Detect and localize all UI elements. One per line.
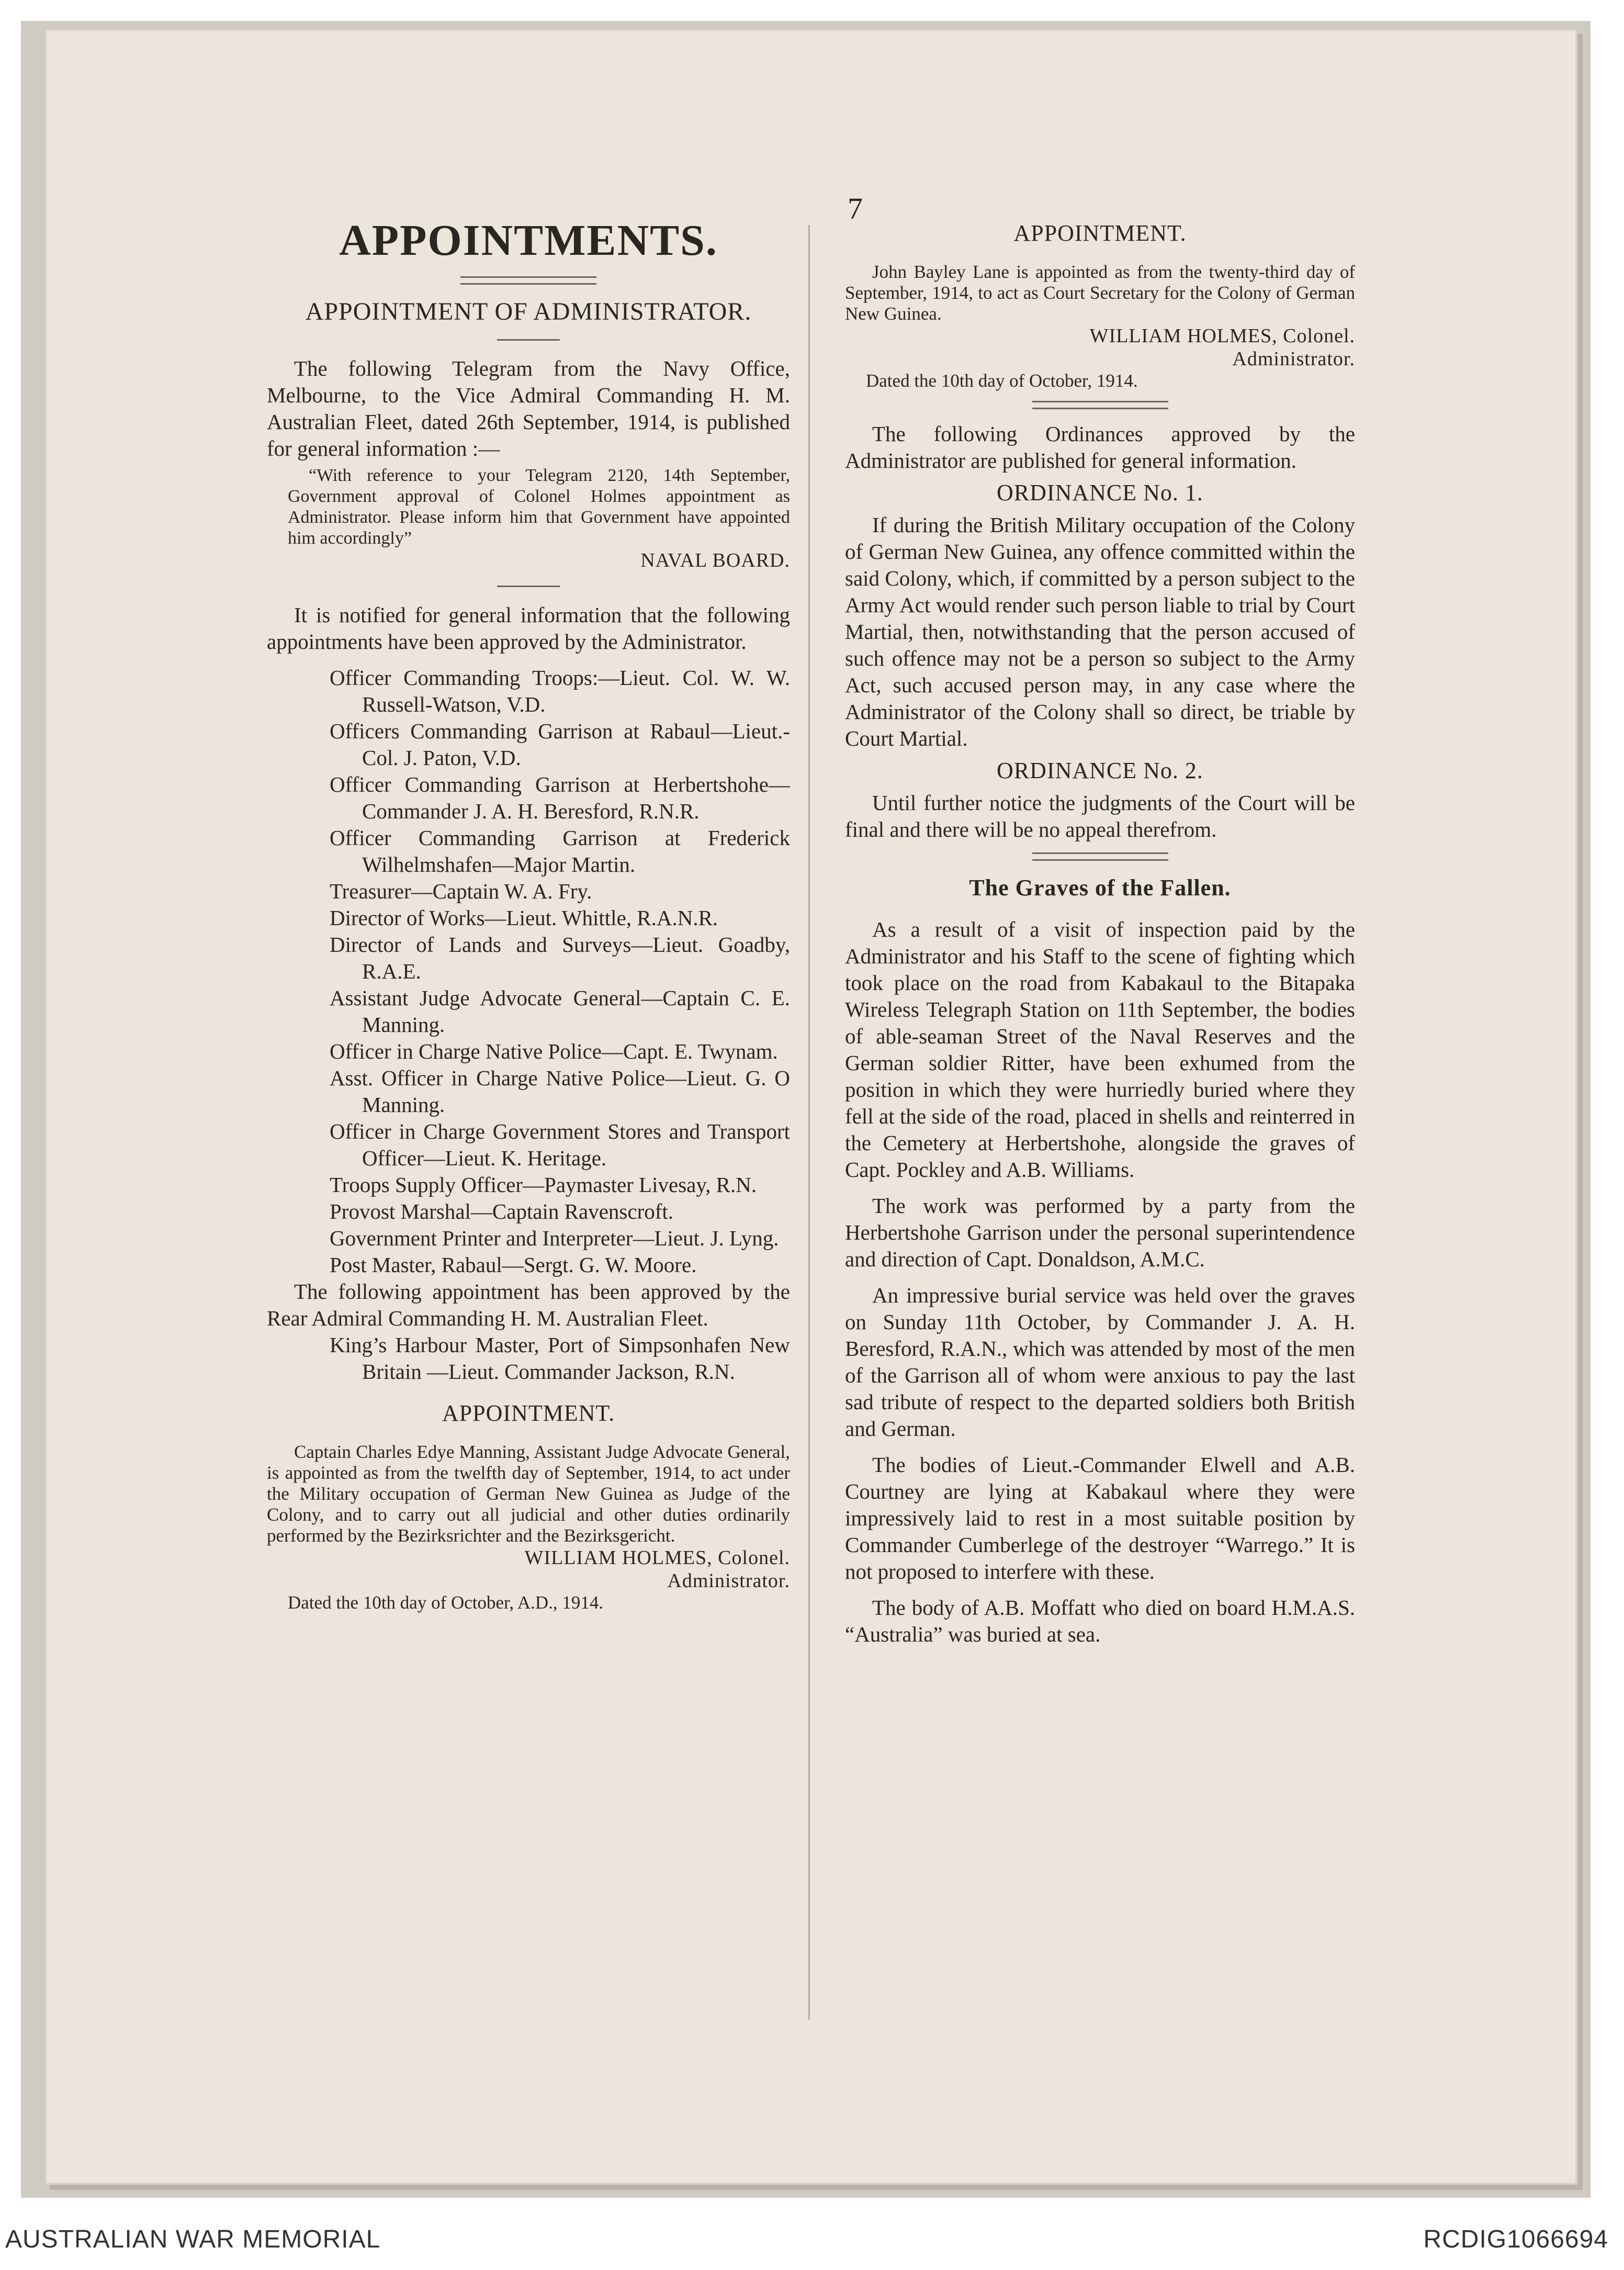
telegram-intro: The following Telegram from the Navy Office, Melbourne, to the Vice Admiral Commanding H. M. Australian Fleet, dated 26th September, 1914, is published for general information :— xyxy=(267,356,790,460)
appointment-item: Director of Lands and Surveys—Lieut. Goadby, R.A.E. xyxy=(330,932,790,983)
harbour-master-item: King’s Harbour Master, Port of Simpsonhafen New Britain —Lieut. Commander Jackson, R.N. xyxy=(330,1333,790,1384)
graves-paragraph: The bodies of Lieut.-Commander Elwell and A.B. Courtney are lying at Kabakaul where they were impressively laid to rest in a most suitable position by Commander Cumberlege of the destroyer “Warrego.” It is not proposed to interfere with these. xyxy=(845,1453,1355,1583)
graves-paragraph: An impressive burial service was held over the graves on Sunday 11th October, by Commander J. A. H. Beresford, R.A.N., which was attended by most of the men of the Garrison all of whom were anxious to pay the last sad tribute of respect to the departed soldiers both British and German. xyxy=(845,1283,1355,1441)
ordinance-2-heading: ORDINANCE No. 2. xyxy=(997,758,1203,783)
double-rule xyxy=(460,276,596,285)
manning-appointment-heading: APPOINTMENT. xyxy=(442,1400,615,1426)
holmes-signature-name: WILLIAM HOLMES, Colonel. xyxy=(1089,325,1355,347)
naval-board-signature: NAVAL BOARD. xyxy=(640,549,790,571)
appointment-item: Post Master, Rabaul—Sergt. G. W. Moore. xyxy=(330,1253,697,1277)
appointment-item: Officer Commanding Garrison at Herbertshohe—Commander J. A. H. Beresford, R.N.R. xyxy=(330,772,790,823)
holmes-signature-title: Administrator. xyxy=(1232,348,1355,370)
holmes-signature-name: WILLIAM HOLMES, Colonel. xyxy=(524,1547,790,1569)
short-rule xyxy=(497,339,560,341)
administrator-heading: APPOINTMENT OF ADMINISTRATOR. xyxy=(305,298,752,325)
right-column xyxy=(845,215,1355,1648)
appointment-item: Officer Commanding Troops:—Lieut. Col. W. W. Russell-Watson, V.D. xyxy=(330,666,790,716)
appointments-list xyxy=(267,665,790,1278)
telegram-quote-text: “With reference to your Telegram 2120, 14th September, Government approval of Colonel Holmes appointment as Administrator. Please inform him that Government have appointed him accordingly” xyxy=(288,466,790,548)
lane-appointment-heading: APPOINTMENT. xyxy=(1013,220,1187,246)
appointment-item: Officer in Charge Government Stores and Transport Officer—Lieut. K. Heritage. xyxy=(330,1119,790,1170)
telegram-quote xyxy=(267,462,790,574)
ordinances-intro: The following Ordinances approved by the Administrator are published for general information. xyxy=(845,422,1355,473)
lane-appointment-text: John Bayley Lane is appointed as from the twenty-third day of September, 1914, to act as Court Secretary for the Colony of German New Guinea. xyxy=(845,262,1355,324)
manning-appointment-text: Captain Charles Edye Manning, Assistant Judge Advocate General, is appointed as from the twelfth day of September, 1914, to act under the Military occupation of German New Guinea as Judge of the Colony, and to carry out all judicial and other duties ordinarily performed by the Bezirksrichter and the Bezirksgericht. xyxy=(267,1442,790,1546)
appointment-item: Officer in Charge Native Police—Capt. E. Twynam. xyxy=(330,1039,778,1063)
appointment-item: Troops Supply Officer—Paymaster Livesay, R.N. xyxy=(330,1173,757,1197)
appointments-intro: It is notified for general information that the following appointments have been approved by the Administrator. xyxy=(267,603,790,654)
graves-paragraph: The body of A.B. Moffatt who died on board H.M.A.S. “Australia” was buried at sea. xyxy=(845,1595,1355,1646)
ordinance-2-text: Until further notice the judgments of the Court will be final and there will be no appeal therefrom. xyxy=(845,791,1355,841)
main-heading: APPOINTMENTS. xyxy=(339,216,718,265)
rear-admiral-intro: The following appointment has been approved by the Rear Admiral Commanding H. M. Australian Fleet. xyxy=(267,1279,790,1330)
appointment-item: Treasurer—Captain W. A. Fry. xyxy=(330,879,592,903)
page-number: 7 xyxy=(848,192,863,226)
dated-line: Dated the 10th day of October, 1914. xyxy=(866,370,1138,391)
harbour-list xyxy=(267,1332,790,1385)
appointment-item: Assistant Judge Advocate General—Captain C. E. Manning. xyxy=(330,986,790,1037)
appointment-item: Government Printer and Interpreter—Lieut. J. Lyng. xyxy=(330,1226,779,1250)
appointment-item: Director of Works—Lieut. Whittle, R.A.N.R. xyxy=(330,906,718,930)
dated-line: Dated the 10th day of October, A.D., 1914. xyxy=(288,1592,604,1613)
appointment-item: Provost Marshal—Captain Ravenscroft. xyxy=(330,1199,674,1223)
ordinance-1-text: If during the British Military occupation of the Colony of German New Guinea, any offence committed within the said Colony, which, if committed by a person subject to the Army Act would render such person liable to trial by Court Martial, then, notwithstanding that the person accused of such offence may not be a person so subject to the Army Act, such accused person may, in any case where the Administrator of the Colony shall so direct, be triable by Court Martial. xyxy=(845,513,1355,750)
graves-paragraph: The work was performed by a party from the Herbertshohe Garrison under the personal superintendence and direction of Capt. Donaldson, A.M.C. xyxy=(845,1194,1355,1271)
column-divider xyxy=(808,225,810,2020)
graves-paragraph: As a result of a visit of inspection paid by the Administrator and his Staff to the scene of fighting which took place on the road from Kabakaul to the Bitapaka Wireless Telegraph Station on 11th September, the bodies of able-seaman Street of the Naval Reserves and the German soldier Ritter, have been exhumed from the position in which they were hurriedly buried where they fell at the side of the road, placed in shells and reinterred in the Cemetery at Herbertshohe, alongside the graves of Capt. Pockley and A.B. Williams. xyxy=(845,917,1355,1182)
holmes-signature-title: Administrator. xyxy=(667,1570,790,1592)
ordinance-1-heading: ORDINANCE No. 1. xyxy=(997,480,1203,505)
short-rule xyxy=(497,586,560,587)
double-rule xyxy=(1032,852,1168,861)
double-rule xyxy=(1032,401,1168,409)
footer-institution: AUSTRALIAN WAR MEMORIAL xyxy=(5,2226,381,2253)
graves-heading: The Graves of the Fallen. xyxy=(969,875,1231,901)
appointment-item: Asst. Officer in Charge Native Police—Lieut. G. O Manning. xyxy=(330,1066,790,1117)
appointment-item: Officer Commanding Garrison at Frederick Wilhelmshafen—Major Martin. xyxy=(330,826,790,876)
left-column xyxy=(267,215,790,1613)
appointment-item: Officers Commanding Garrison at Rabaul—Lieut.-Col. J. Paton, V.D. xyxy=(330,719,790,770)
footer-record-id: RCDIG1066694 xyxy=(1423,2226,1608,2253)
